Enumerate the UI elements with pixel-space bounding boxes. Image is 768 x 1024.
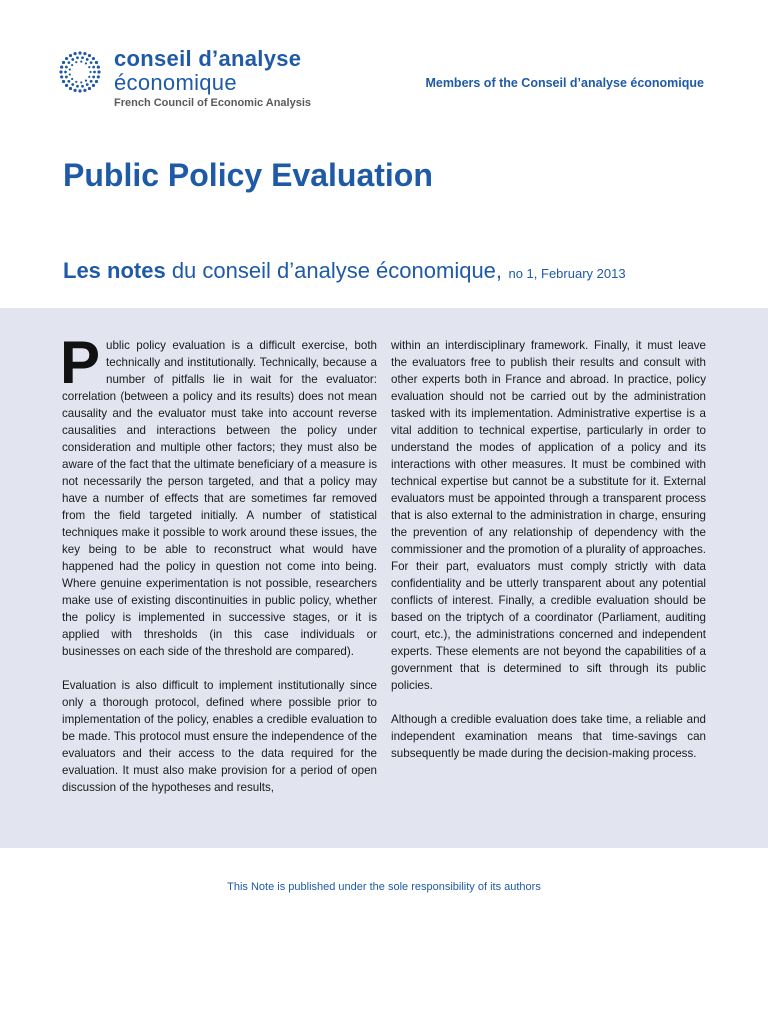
logo-dot: [59, 70, 62, 73]
logo-dot: [65, 84, 68, 87]
logo-dot: [83, 89, 86, 92]
logo-dot: [67, 80, 70, 83]
logo-dot: [86, 83, 89, 86]
logo-dot: [69, 73, 71, 75]
series-name-rest: du conseil d’analyse économique,: [165, 258, 503, 283]
logo-dot: [64, 71, 67, 74]
logo-dot: [92, 57, 95, 60]
logo-dot: [69, 54, 72, 57]
logo-dot: [73, 89, 76, 92]
logo-dot: [65, 76, 68, 79]
brand-name-line2: économique: [114, 70, 237, 95]
abstract-paragraph: [60, 329, 377, 660]
logo-dot: [65, 66, 68, 69]
logo-dot: [75, 81, 77, 83]
logo-dot: [80, 60, 82, 62]
logo-dot: [86, 58, 89, 61]
logo-dot: [71, 78, 73, 80]
series-name-strong: Les notes: [63, 258, 166, 283]
logo-dot: [71, 64, 73, 66]
logo-dot: [62, 80, 65, 83]
logo-dot: [81, 85, 84, 88]
logo-dot: [92, 66, 95, 69]
abstract-paragraph: within an interdisciplinary framework. Finally, it must leave the evaluators free to publish their results and consult with other experts both in France and abroad. In practice, policy evaluation should not be carried out by the administration tasked with its implementation. Administrative expertise is a vital addition to technical expertise, particularly in order to understand the modes of application of a policy and its interactions with other measures. It must be combined with technical expertise but cannot be a substitute for it. External evaluators must be appointed through a transparent process that is also external to the administration in charge, ensuring the prevention of any relationship of dependency with the commissioner and the promotion of a plurality of approaches. For their part, evaluators must comply strictly with data confidentiality and be utterly transparent about any potential conflicts of interest. Finally, a credible evaluation should be based on the triptych of a coordinator (Parliament, auditing court, etc.), the administrations concerned and independent experts. These elements are not beyond the capabilities of a government that is determined to sift through its public policies.: [391, 339, 706, 692]
logo-dot: [71, 83, 74, 86]
logo-dot: [90, 80, 93, 83]
logo-dot: [76, 85, 79, 88]
logo-dot: [80, 81, 82, 83]
logo-dot: [67, 61, 70, 64]
logo-dot: [95, 80, 98, 83]
logo-dot: [73, 52, 76, 55]
drop-cap: P: [60, 329, 101, 396]
members-link[interactable]: Members of the Conseil d’analyse économique: [425, 76, 704, 90]
logo-dot: [65, 57, 68, 60]
brand-subtitle: French Council of Economic Analysis: [114, 97, 312, 109]
issue-number: no 1, February 2013: [508, 266, 626, 281]
logo-dot: [88, 76, 90, 78]
logo-dot: [69, 68, 71, 70]
logo-dot: [85, 62, 87, 64]
abstract-paragraph-text: ublic policy evaluation is a difficult exercise, both technically and institutionally. Technically, because a number of pitfalls lie in wait for the evaluator: correlation (between a policy and its results) does not mean causality and the evaluator must take into account reverse causalities and interactions between the policy under consideration and multiple other factors; they must also be aware of the fact that the ultimate beneficiary of a measure is not necessarily the person targeted, and that a policy may have a number of effects that are sometimes far removed from the field targeted initially. A number of statistical techniques make it possible to work around these issues, the key being to be able to reconstruct what would have happened had the policy in question not come into being. Where genuine experimentation is not possible, researchers make use of existing discontinuities in public policy, whether the policy is implemented in successive stages, or it is applied with thresholds (in this case individuals or businesses on each side of the threshold are compared).: [62, 339, 377, 658]
logo-dot: [71, 58, 74, 61]
logo-dot: [78, 89, 81, 92]
logo-dot: [83, 52, 86, 55]
logo-dot: [97, 65, 100, 68]
logo-dot: [81, 56, 84, 59]
logo-dot: [85, 80, 87, 82]
brand-logo: [58, 46, 378, 116]
logo-dot: [60, 75, 63, 78]
logo-dot: [97, 75, 100, 78]
logo-dot: [75, 61, 77, 63]
logo-dot: [88, 87, 91, 90]
brand-name-line1: conseil d’analyse: [114, 46, 302, 71]
logo-dot: [78, 51, 81, 54]
logo-dot: [92, 84, 95, 87]
series-heading: [63, 258, 626, 284]
logo-dot: [88, 54, 91, 57]
page-title: Public Policy Evaluation: [63, 157, 433, 193]
logo-dot: [62, 61, 65, 64]
abstract-column-right: [391, 337, 706, 762]
logo-dot: [90, 61, 93, 64]
logo-dot: [95, 61, 98, 64]
logo-dot: [76, 56, 79, 59]
abstract-column-left: [60, 329, 377, 796]
logo-dot: [92, 76, 95, 79]
logo-dot: [93, 71, 96, 74]
logo-dot: [69, 87, 72, 90]
sunburst-dots-logo-icon: [58, 50, 102, 94]
logo-dot: [60, 65, 63, 68]
responsibility-note: This Note is published under the sole responsibility of its authors: [227, 881, 541, 893]
logo-dot: [89, 71, 91, 73]
abstract-paragraph: Although a credible evaluation does take time, a reliable and independent examination means that time-savings can subsequently be made during the decision-making process.: [391, 713, 706, 760]
logo-dot: [97, 70, 100, 73]
logo-dot: [88, 66, 90, 68]
abstract-paragraph: Evaluation is also difficult to implement institutionally since only a thorough protocol, defined where possible prior to implementation of the policy, enables a credible evaluation to be made. This protocol must ensure the independence of the evaluators and their access to the data required for the evaluation. It must also make provision for a period of open discussion of the hypotheses and results,: [62, 679, 377, 794]
